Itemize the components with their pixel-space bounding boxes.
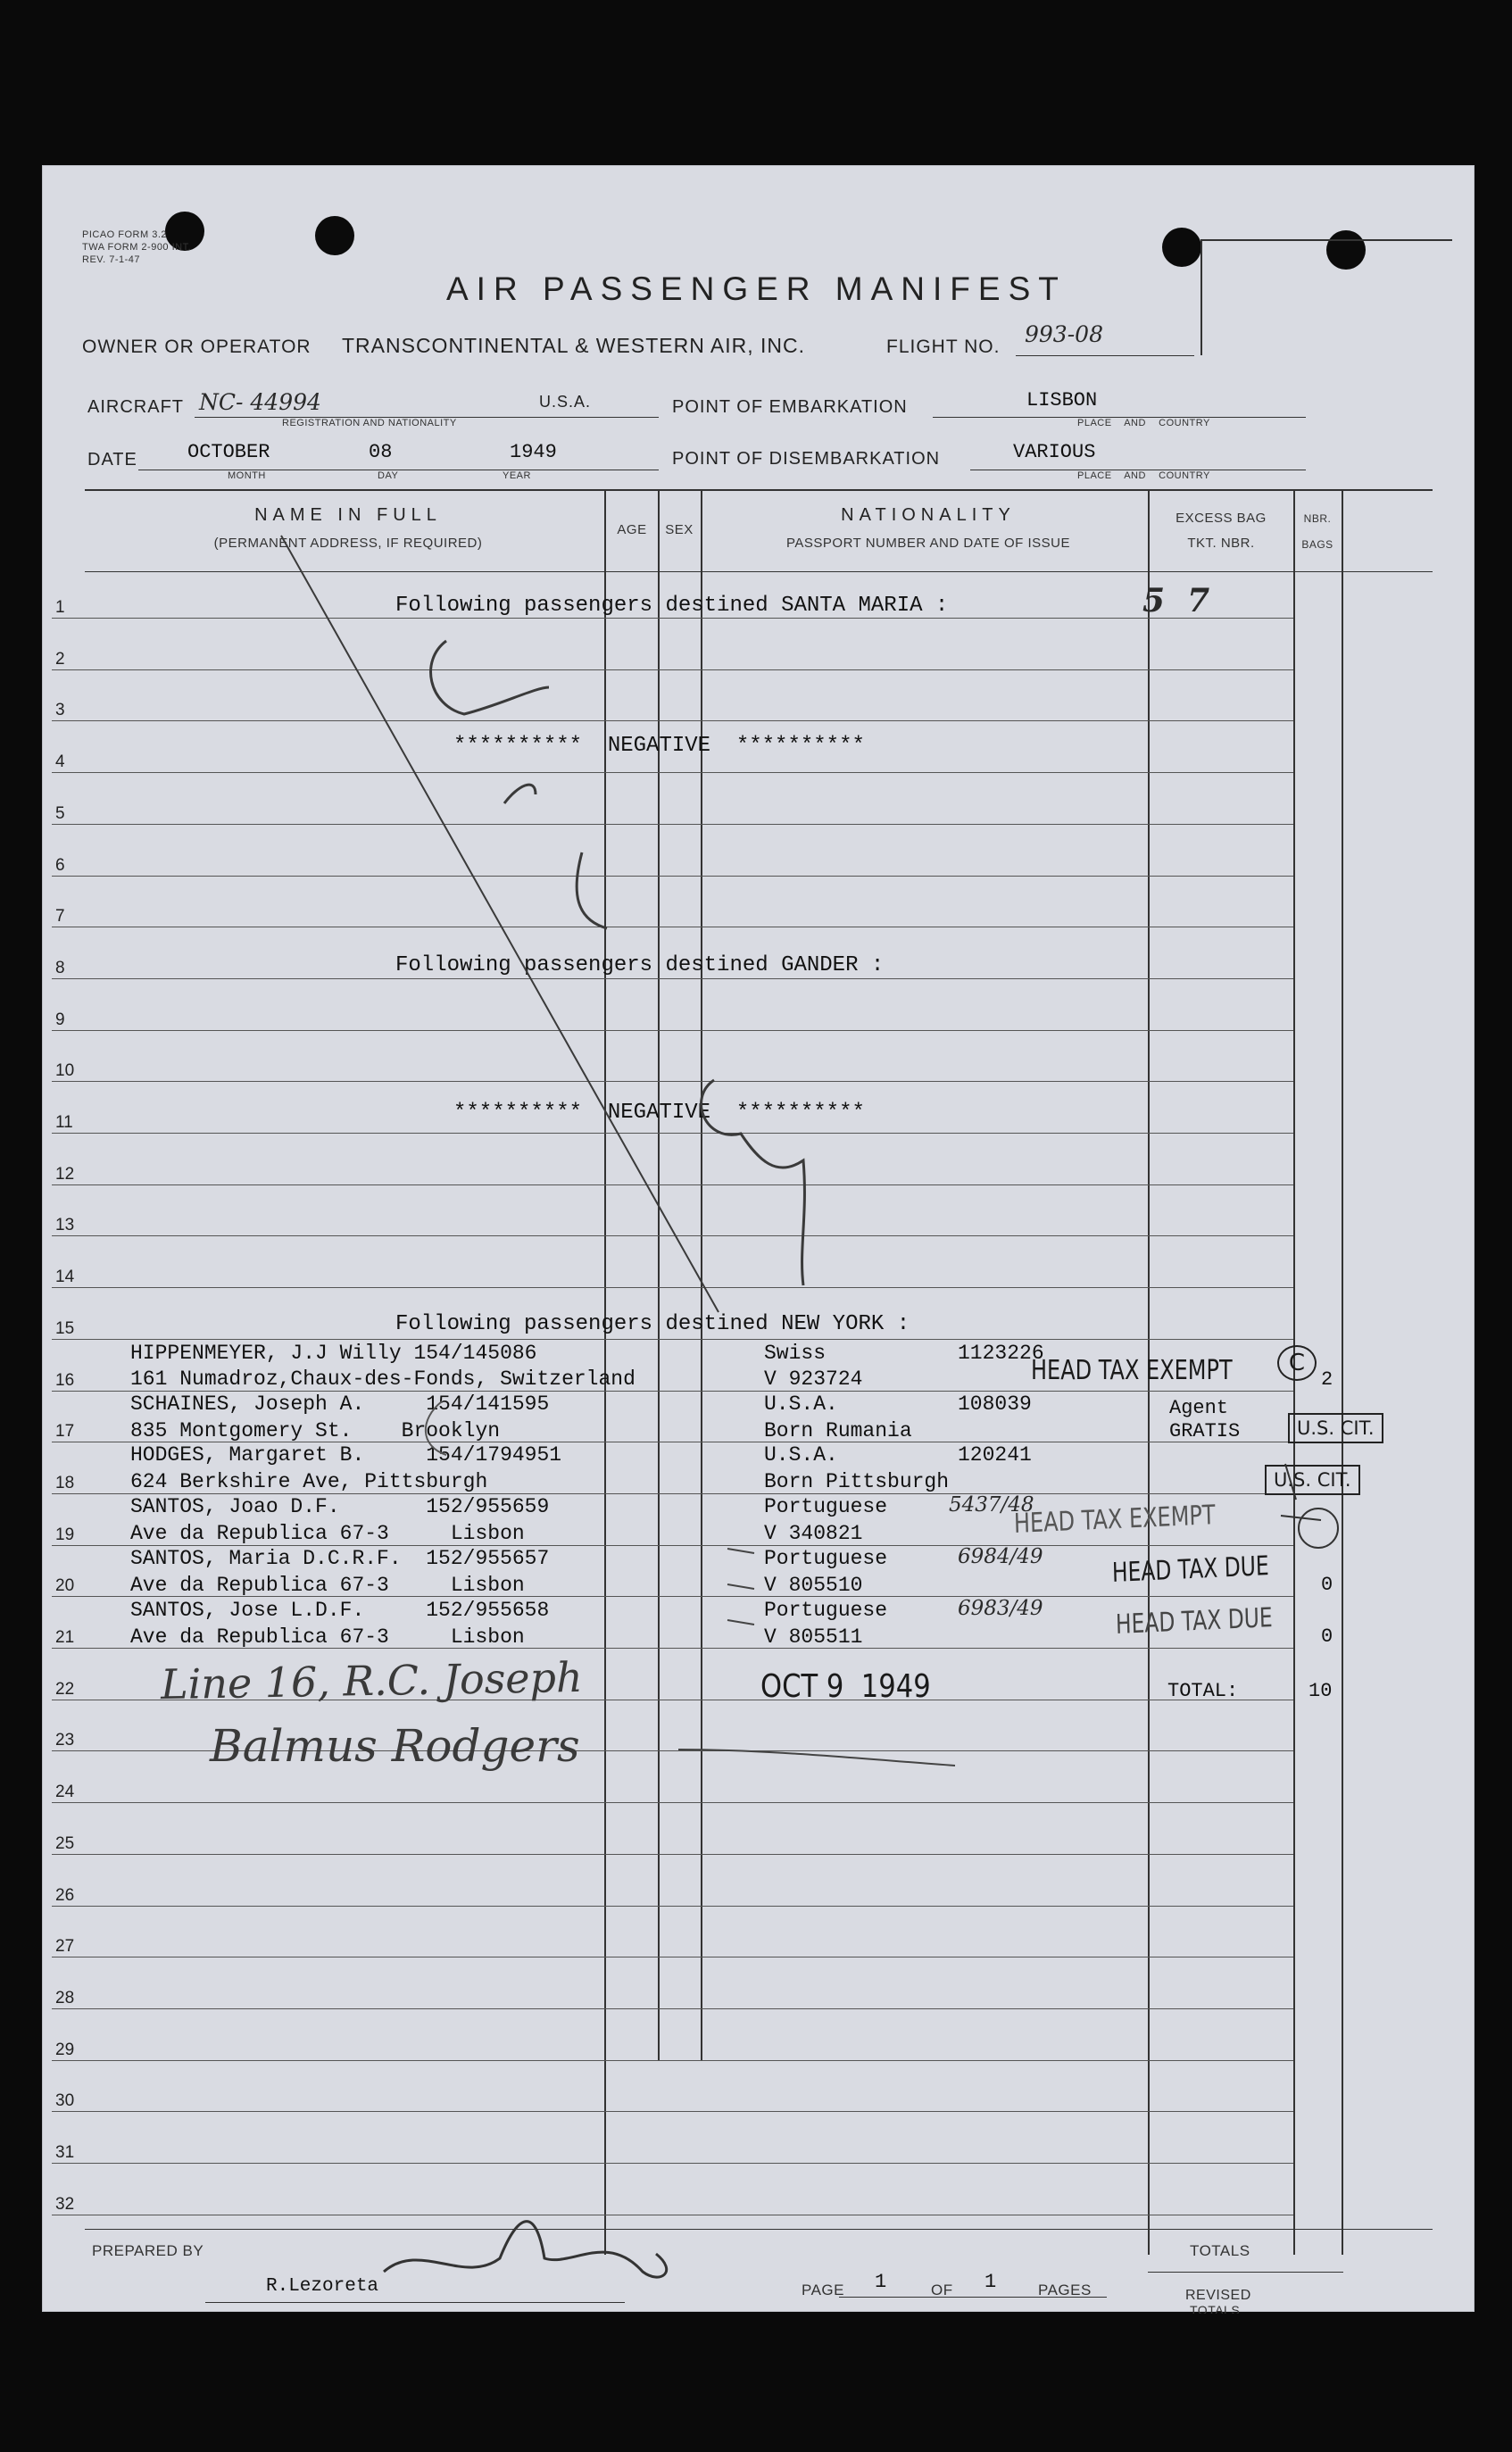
col-nbr: NBR. xyxy=(1303,512,1332,525)
passenger-5-nat: Portuguese xyxy=(764,1547,888,1570)
section-gander: Following passengers destined GANDER : xyxy=(395,953,885,977)
embark-value: LISBON xyxy=(1026,389,1098,411)
row-number: 6 xyxy=(55,856,65,875)
of-label: OF xyxy=(931,2282,953,2298)
col-name: NAME IN FULL xyxy=(254,505,442,525)
passenger-1-passport: V 923724 xyxy=(764,1367,863,1391)
revised-totals-label: TOTALS xyxy=(1190,2303,1241,2314)
row-number: 7 xyxy=(55,907,65,926)
owner-label: OWNER OR OPERATOR xyxy=(82,337,312,357)
aircraft-sub: REGISTRATION AND NATIONALITY xyxy=(282,418,457,428)
row-number: 12 xyxy=(55,1165,75,1184)
passenger-3-nat: U.S.A. xyxy=(764,1443,838,1467)
passenger-2-address: 835 Montgomery St. Brooklyn xyxy=(130,1419,501,1442)
passenger-2-excess-agent: Agent xyxy=(1169,1397,1229,1419)
col-sex: SEX xyxy=(665,522,694,537)
year-sub: YEAR xyxy=(503,470,531,481)
page-label: PAGE xyxy=(802,2282,844,2298)
passenger-4-stamp: HEAD TAX EXEMPT xyxy=(1013,1500,1216,1540)
aircraft-value: NC- 44994 xyxy=(199,389,321,415)
owner-value: TRANSCONTINENTAL & WESTERN AIR, INC. xyxy=(342,334,806,357)
page-number: 1 xyxy=(875,2271,887,2293)
row-number: 14 xyxy=(55,1268,75,1286)
passenger-1-bags: 2 xyxy=(1321,1368,1333,1391)
passenger-2-name: SCHAINES, Joseph A. 154/141595 xyxy=(130,1392,550,1416)
row-number: 11 xyxy=(55,1113,73,1132)
revised-label: REVISED xyxy=(1185,2288,1251,2303)
passenger-6-bags: 0 xyxy=(1321,1625,1333,1648)
passenger-6-ticket: 6983/49 xyxy=(958,1597,1043,1620)
col-bags: BAGS xyxy=(1301,538,1333,551)
totals-rule xyxy=(1148,2272,1343,2273)
day-sub: DAY xyxy=(378,470,399,481)
section-negative-2: ********** NEGATIVE ********** xyxy=(453,1101,865,1125)
date-year: 1949 xyxy=(510,441,557,463)
col-excess: EXCESS BAG xyxy=(1176,511,1267,526)
passenger-3-address: 624 Berkshire Ave, Pittsburgh xyxy=(130,1470,488,1493)
row-number: 16 xyxy=(55,1371,75,1390)
section-negative-1: ********** NEGATIVE ********** xyxy=(453,734,865,758)
row-number: 13 xyxy=(55,1216,75,1234)
row-number: 24 xyxy=(55,1783,75,1801)
line23-note: Balmus Rodgers xyxy=(210,1720,580,1772)
row-number: 31 xyxy=(55,2143,75,2162)
row-number: 1 xyxy=(55,598,65,617)
form-id-line1: PICAO FORM 3.2 xyxy=(82,229,168,240)
passenger-2-passport: Born Rumania xyxy=(764,1419,912,1442)
preparer-name: R.Lezoreta xyxy=(266,2276,379,2297)
passenger-5-name: SANTOS, Maria D.C.R.F. 152/955657 xyxy=(130,1547,550,1570)
disembark-sub: PLACE AND COUNTRY xyxy=(1077,470,1210,481)
passenger-1-address: 161 Numadroz,Chaux-des-Fonds, Switzerland xyxy=(130,1367,636,1391)
embark-label: POINT OF EMBARKATION xyxy=(672,397,908,417)
passenger-2-nat: U.S.A. xyxy=(764,1392,838,1416)
row-number: 8 xyxy=(55,959,65,977)
passenger-2-excess-gratis: GRATIS xyxy=(1169,1420,1241,1442)
row-number: 9 xyxy=(55,1010,65,1029)
col-nationality: NATIONALITY xyxy=(841,505,1016,525)
passenger-5-stamp: HEAD TAX DUE xyxy=(1111,1550,1270,1589)
excess-mark: 5 7 xyxy=(1142,582,1210,619)
section-new-york: Following passengers destined NEW YORK : xyxy=(395,1312,910,1336)
total-label: TOTAL: xyxy=(1167,1680,1239,1702)
aircraft-country: U.S.A. xyxy=(539,393,592,411)
flight-number: 993-08 xyxy=(1025,321,1103,347)
page-total: 1 xyxy=(984,2271,997,2293)
row-number: 5 xyxy=(55,804,65,823)
passenger-5-ticket: 6984/49 xyxy=(958,1545,1043,1568)
row-number: 18 xyxy=(55,1474,75,1492)
passenger-3-stamp: U.S. CIT. xyxy=(1265,1465,1360,1495)
footer-rule xyxy=(85,2229,1433,2230)
passenger-3-name: HODGES, Margaret B. 154/1794951 xyxy=(130,1443,562,1467)
col-excess-sub: TKT. NBR. xyxy=(1187,536,1255,551)
row-number: 19 xyxy=(55,1525,75,1544)
row-number: 15 xyxy=(55,1319,75,1338)
flight-label: FLIGHT NO. xyxy=(886,337,1001,357)
passenger-1-name: HIPPENMEYER, J.J Willy 154/145086 xyxy=(130,1342,537,1365)
col-age: AGE xyxy=(617,522,647,537)
row-number: 3 xyxy=(55,701,65,719)
col-nationality-sub: PASSPORT NUMBER AND DATE OF ISSUE xyxy=(786,536,1070,551)
row-number: 29 xyxy=(55,2041,75,2059)
row-number: 17 xyxy=(55,1422,75,1441)
passenger-1-ticket: 1123226 xyxy=(958,1342,1044,1365)
page-title: AIR PASSENGER MANIFEST xyxy=(446,270,1067,307)
row-number: 2 xyxy=(55,650,65,669)
month-sub: MONTH xyxy=(228,470,266,481)
passenger-6-address: Ave da Republica 67-3 Lisbon xyxy=(130,1625,525,1649)
disembark-value: VARIOUS xyxy=(1013,441,1096,463)
line22-note: Line 16, R.C. Joseph xyxy=(160,1652,584,1709)
disembark-label: POINT OF DISEMBARKATION xyxy=(672,449,941,469)
prepared-by-label: PREPARED BY xyxy=(92,2242,204,2259)
circled-mark: C xyxy=(1277,1345,1317,1381)
form-id-line2: TWA FORM 2-900 INT. xyxy=(82,242,192,253)
row-number: 20 xyxy=(55,1576,75,1595)
row-number: 32 xyxy=(55,2195,75,2214)
row-number: 28 xyxy=(55,1989,75,2007)
passenger-3-passport: Born Pittsburgh xyxy=(764,1470,950,1493)
aircraft-label: AIRCRAFT xyxy=(87,397,184,417)
date-label: DATE xyxy=(87,450,137,470)
passenger-3-ticket: 120241 xyxy=(958,1443,1032,1467)
passenger-1-stamp: HEAD TAX EXEMPT xyxy=(1031,1355,1233,1386)
form-id-line3: REV. 7-1-47 xyxy=(82,254,141,265)
passenger-6-nat: Portuguese xyxy=(764,1599,888,1622)
passenger-4-passport: V 340821 xyxy=(764,1522,863,1545)
passenger-6-stamp: HEAD TAX DUE xyxy=(1115,1602,1274,1641)
row-number: 4 xyxy=(55,752,65,771)
row-number: 21 xyxy=(55,1628,75,1647)
pages-label: PAGES xyxy=(1038,2282,1092,2298)
passenger-2-ticket: 108039 xyxy=(958,1392,1032,1416)
row-number: 25 xyxy=(55,1834,75,1853)
row-number: 26 xyxy=(55,1886,75,1905)
passenger-4-name: SANTOS, Joao D.F. 152/955659 xyxy=(130,1495,550,1518)
row-number: 27 xyxy=(55,1937,75,1956)
total-value: 10 xyxy=(1308,1680,1333,1702)
section-santa-maria: Following passengers destined SANTA MARIA : xyxy=(395,594,949,618)
passenger-5-bags: 0 xyxy=(1321,1574,1333,1596)
row-number: 22 xyxy=(55,1680,75,1699)
date-stamp: OCT 9 1949 xyxy=(760,1668,931,1705)
passenger-6-name: SANTOS, Jose L.D.F. 152/955658 xyxy=(130,1599,550,1622)
passenger-4-address: Ave da Republica 67-3 Lisbon xyxy=(130,1522,525,1545)
embark-sub: PLACE AND COUNTRY xyxy=(1077,418,1210,428)
passenger-4-ticket: 5437/48 xyxy=(949,1493,1034,1517)
totals-label: TOTALS xyxy=(1190,2242,1250,2259)
date-month: OCTOBER xyxy=(187,441,270,463)
passenger-4-nat: Portuguese xyxy=(764,1495,888,1518)
passenger-2-stamp: U.S. CIT. xyxy=(1288,1413,1383,1443)
passenger-5-address: Ave da Republica 67-3 Lisbon xyxy=(130,1574,525,1597)
row-number: 30 xyxy=(55,2091,75,2110)
row-number: 23 xyxy=(55,1731,75,1750)
passenger-5-passport: V 805510 xyxy=(764,1574,863,1597)
passenger-6-passport: V 805511 xyxy=(764,1625,863,1649)
col-name-sub: (PERMANENT ADDRESS, IF REQUIRED) xyxy=(213,536,483,551)
passenger-1-nat: Swiss xyxy=(764,1342,827,1365)
row-number: 10 xyxy=(55,1061,75,1080)
date-day: 08 xyxy=(369,441,393,463)
